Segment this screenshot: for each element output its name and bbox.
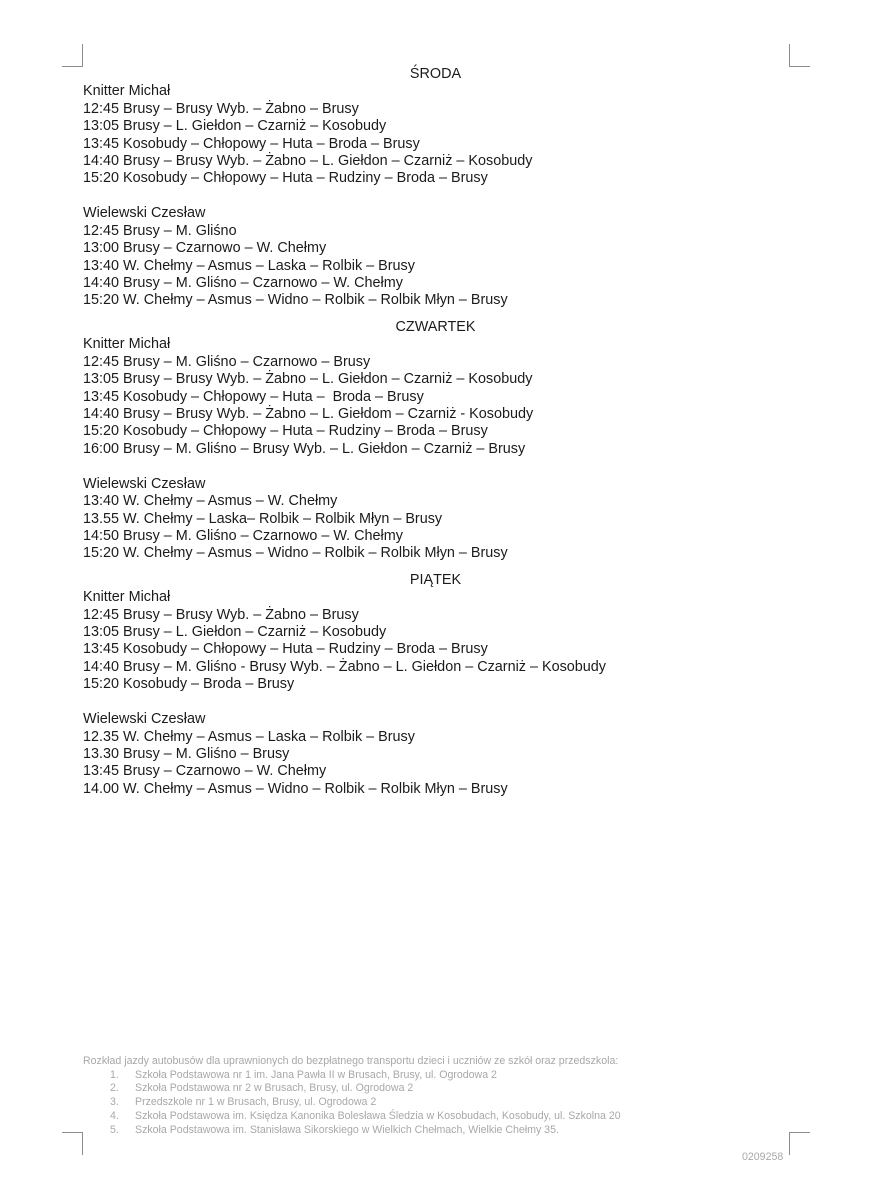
driver-name: Knitter Michał [83,336,171,353]
day-heading: CZWARTEK [395,318,476,335]
route-line: 12:45 Brusy – M. Gliśno – Czarnowo – Brusy [83,353,371,370]
school-number: 3. [110,1096,119,1109]
route-line: 13:40 W. Chełmy – Asmus – Laska – Rolbik – Brusy [83,257,415,274]
school-item [83,1110,783,1124]
route-line: 15:20 Kosobudy – Broda – Brusy [83,676,295,693]
school-item [83,1069,783,1083]
document-code: 0209258 [742,1151,784,1163]
route-line: 14:40 Brusy – Brusy Wyb. – Żabno – L. Giełdom – Czarniż - Kosobudy [83,405,534,422]
crop-mark-bottom-right [789,1132,810,1155]
route-line: 14:40 Brusy – M. Gliśno – Czarnowo – W. Chełmy [83,275,403,292]
route-list [83,729,788,799]
driver-block [83,589,788,693]
driver-name: Knitter Michał [83,589,171,606]
route-line: 13.55 W. Chełmy – Laska– Rolbik – Rolbik Młyn – Brusy [83,510,443,527]
footer-note [83,1055,783,1137]
route-line: 14.00 W. Chełmy – Asmus – Widno – Rolbik – Rolbik Młyn – Brusy [83,780,508,797]
route-line: 13:00 Brusy – Czarnowo – W. Chełmy [83,240,327,257]
school-text: Przedszkole nr 1 w Brusach, Brusy, ul. Ogrodowa 2 [135,1096,377,1109]
driver-name: Wielewski Czesław [83,475,206,492]
driver-block [83,711,788,798]
footer-intro: Rozkład jazdy autobusów dla uprawnionych do bezpłatnego transportu dzieci i uczniów ze szkół oraz przedszkola: [83,1055,619,1067]
route-list [83,354,788,458]
crop-mark-top-left [62,44,83,67]
route-line: 15:20 Kosobudy – Chłopowy – Huta – Rudziny – Broda – Brusy [83,423,488,440]
route-line: 13.30 Brusy – M. Gliśno – Brusy [83,746,290,762]
school-number: 1. [110,1068,119,1081]
route-line: 16:00 Brusy – M. Gliśno – Brusy Wyb. – L. Giełdon – Czarniż – Brusy [83,440,526,457]
route-list [83,101,788,188]
route-line: 12:45 Brusy – Brusy Wyb. – Żabno – Brusy [83,606,359,623]
route-line: 13:05 Brusy – Brusy Wyb. – Żabno – L. Giełdon – Czarniż – Kosobudy [83,371,533,388]
route-line: 12.35 W. Chełmy – Asmus – Laska – Rolbik – Brusy [83,728,415,745]
route-line: 13:45 Kosobudy – Chłopowy – Huta – Broda – Brusy [83,388,424,405]
school-text: Szkoła Podstawowa nr 2 w Brusach, Brusy, ul. Ogrodowa 2 [135,1082,414,1095]
crop-mark-bottom-left [62,1132,83,1155]
school-number: 4. [110,1109,119,1122]
route-line: 12:45 Brusy – M. Gliśno [83,222,237,239]
day-section [83,66,788,310]
day-heading: PIĄTEK [409,571,462,588]
driver-list [83,83,788,309]
driver-name: Wielewski Czesław [83,205,206,222]
school-item [83,1124,783,1138]
schedule-content [83,66,788,807]
school-text: Szkoła Podstawowa nr 1 im. Jana Pawła II w Brusach, Brusy, ul. Ogrodowa 2 [135,1068,497,1081]
route-list [83,607,788,694]
driver-list [83,336,788,562]
driver-block [83,205,788,309]
route-line: 13:45 Kosobudy – Chłopowy – Huta – Broda – Brusy [83,135,420,152]
school-list [83,1069,783,1138]
driver-block [83,476,788,563]
route-line: 14:40 Brusy – M. Gliśno - Brusy Wyb. – Żabno – L. Giełdon – Czarniż – Kosobudy [83,658,606,675]
route-list [83,223,788,310]
driver-block [83,336,788,458]
driver-name: Knitter Michał [83,83,171,100]
route-line: 13:05 Brusy – L. Giełdon – Czarniż – Kosobudy [83,118,387,135]
route-line: 14:40 Brusy – Brusy Wyb. – Żabno – L. Giełdon – Czarniż – Kosobudy [83,153,533,170]
driver-list [83,589,788,798]
school-item [83,1082,783,1096]
school-item [83,1096,783,1110]
school-number: 2. [110,1082,119,1095]
route-line: 15:20 W. Chełmy – Asmus – Widno – Rolbik – Rolbik Młyn – Brusy [83,545,508,562]
school-text: Szkoła Podstawowa im. Stanisława Sikorskiego w Wielkich Chełmach, Wielkie Chełmy 35. [135,1123,559,1136]
route-line: 15:20 W. Chełmy – Asmus – Widno – Rolbik – Rolbik Młyn – Brusy [83,292,508,309]
route-line: 13:45 Kosobudy – Chłopowy – Huta – Rudziny – Broda – Brusy [83,641,488,658]
driver-name: Wielewski Czesław [83,711,206,728]
day-section [83,319,788,563]
route-line: 12:45 Brusy – Brusy Wyb. – Żabno – Brusy [83,100,359,117]
route-line: 13:05 Brusy – L. Giełdon – Czarniż – Kosobudy [83,623,387,640]
day-heading: ŚRODA [409,66,462,82]
school-number: 5. [110,1123,119,1136]
route-line: 15:20 Kosobudy – Chłopowy – Huta – Rudziny – Broda – Brusy [83,170,488,187]
day-section [83,572,788,798]
school-text: Szkoła Podstawowa im. Księdza Kanonika Bolesława Śledzia w Kosobudach, Kosobudy, ul. Szkolna 20 [135,1109,621,1122]
route-list [83,493,788,563]
driver-block [83,83,788,187]
route-line: 13:45 Brusy – Czarnowo – W. Chełmy [83,763,327,780]
crop-mark-top-right [789,44,810,67]
route-line: 13:40 W. Chełmy – Asmus – W. Chełmy [83,493,338,510]
route-line: 14:50 Brusy – M. Gliśno – Czarnowo – W. Chełmy [83,527,403,544]
